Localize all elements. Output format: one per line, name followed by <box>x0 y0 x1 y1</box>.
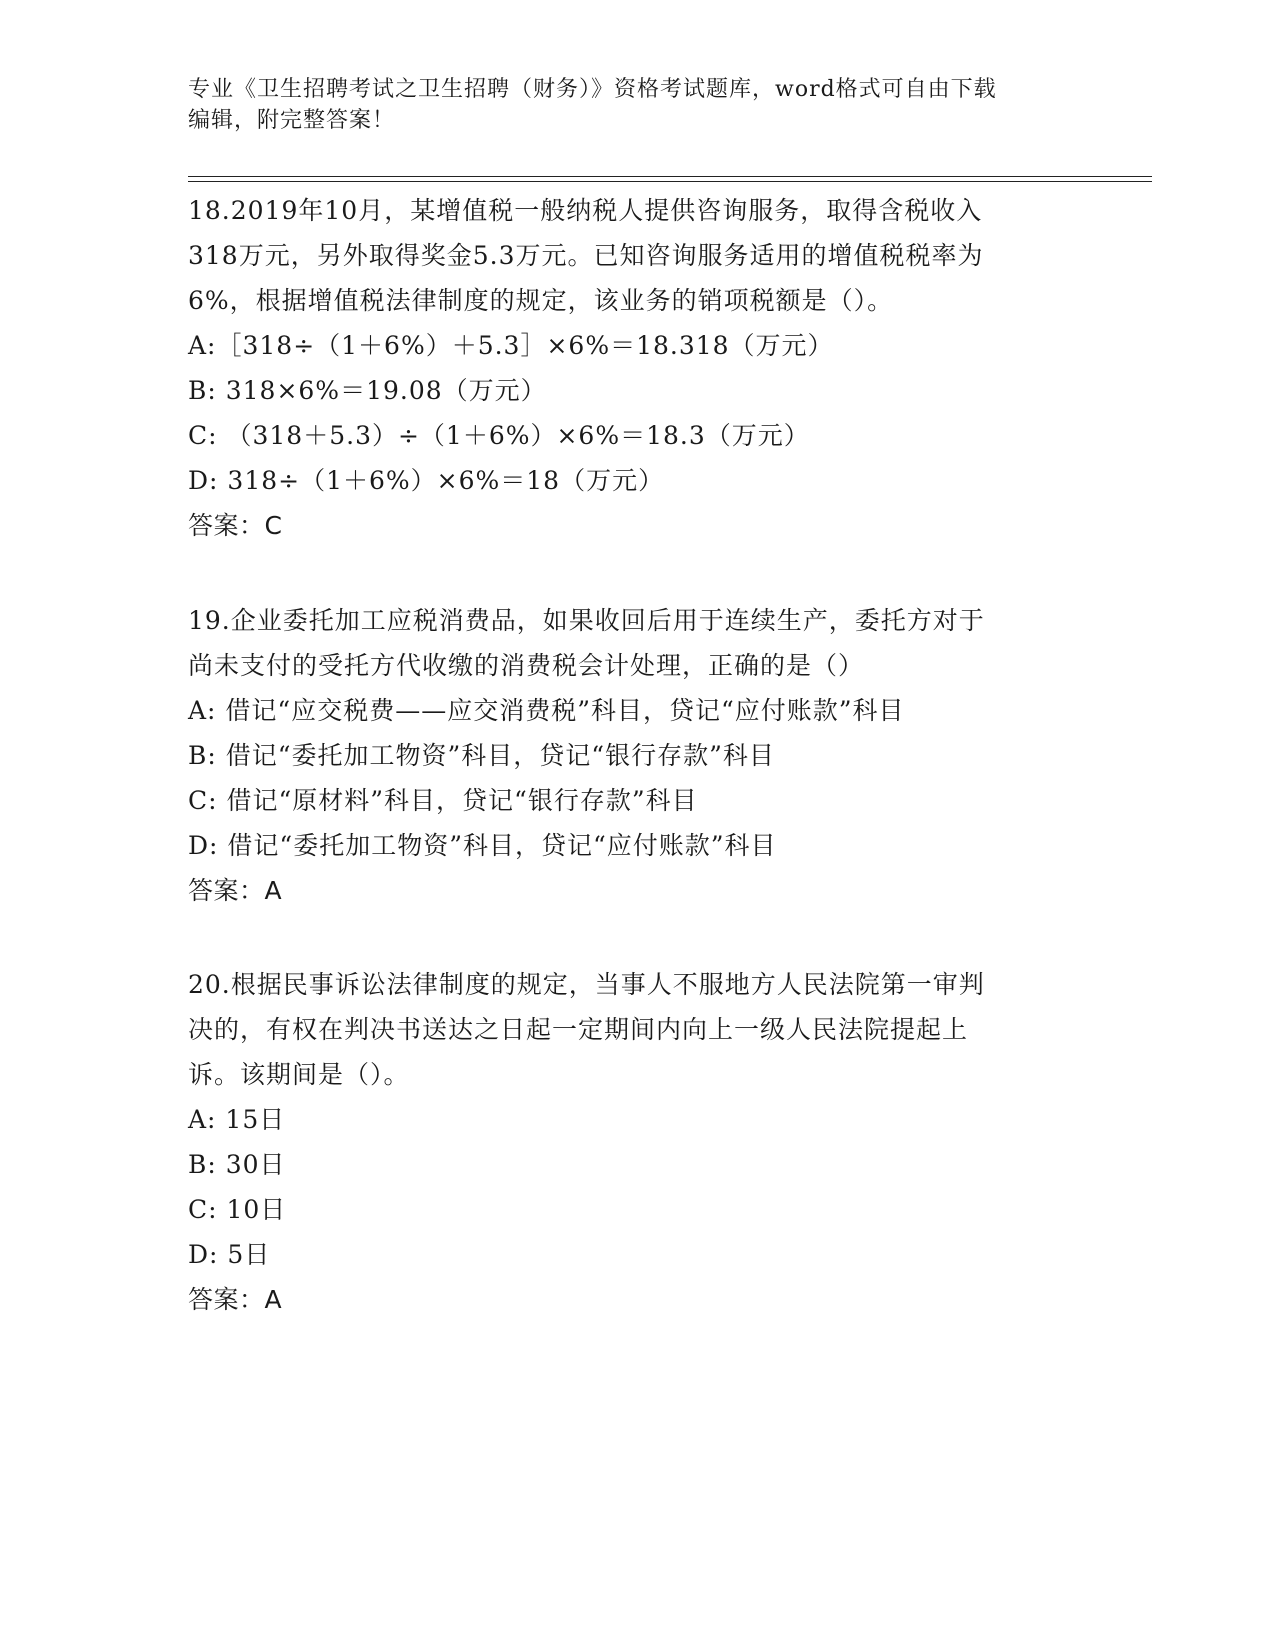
question-text-line: 18.2019年10月，某增值税一般纳税人提供咨询服务，取得含税收入 <box>188 196 983 225</box>
header-line-1: 专业《卫生招聘考试之卫生招聘（财务）》资格考试题库，word格式可自由下载 <box>188 77 997 102</box>
question-text-line: 决的，有权在判决书送达之日起一定期间内向上一级人民法院提起上 <box>188 1015 969 1044</box>
question-20 <box>188 962 1088 1322</box>
question-text-line: 尚未支付的受托方代收缴的消费税会计处理，正确的是（） <box>188 651 865 680</box>
question-text-line: 诉。该期间是（）。 <box>188 1060 410 1089</box>
answer-label: 答案：C <box>188 511 283 540</box>
option-b: B: 30日 <box>188 1150 286 1179</box>
option-d: D: 借记“委托加工物资”科目，贷记“应付账款”科目 <box>188 831 777 860</box>
option-a: A: 15日 <box>188 1105 286 1134</box>
header-line-2: 编辑，附完整答案！ <box>188 108 396 133</box>
option-c: C: 借记“原材料”科目，贷记“银行存款”科目 <box>188 786 698 815</box>
question-text-line: 318万元，另外取得奖金5.3万元。已知咨询服务适用的增值税税率为 <box>188 241 984 270</box>
question-text-line: 20.根据民事诉讼法律制度的规定，当事人不服地方人民法院第一审判 <box>188 970 985 999</box>
answer-label: 答案：A <box>188 876 283 905</box>
question-text-line: 6%，根据增值税法律制度的规定，该业务的销项税额是（）。 <box>188 286 894 315</box>
header-divider-bottom <box>188 181 1152 182</box>
answer-label: 答案：A <box>188 1285 283 1314</box>
question-19 <box>188 598 1088 913</box>
option-b: B: 借记“委托加工物资”科目，贷记“银行存款”科目 <box>188 741 775 770</box>
option-c: C: （318＋5.3）÷（1＋6%）×6%＝18.3（万元） <box>188 421 810 450</box>
option-b: B: 318×6%＝19.08（万元） <box>188 376 547 405</box>
question-18 <box>188 188 1088 548</box>
document-header <box>188 74 1088 136</box>
question-text-line: 19.企业委托加工应税消费品，如果收回后用于连续生产，委托方对于 <box>188 606 985 635</box>
option-a: A: 借记“应交税费——应交消费税”科目，贷记“应付账款”科目 <box>188 696 905 725</box>
option-a: A:［318÷（1＋6%）＋5.3］×6%＝18.318（万元） <box>188 331 834 360</box>
option-d: D: 318÷（1＋6%）×6%＝18（万元） <box>188 466 665 495</box>
option-c: C: 10日 <box>188 1195 287 1224</box>
option-d: D: 5日 <box>188 1240 271 1269</box>
header-divider-top <box>188 176 1152 177</box>
